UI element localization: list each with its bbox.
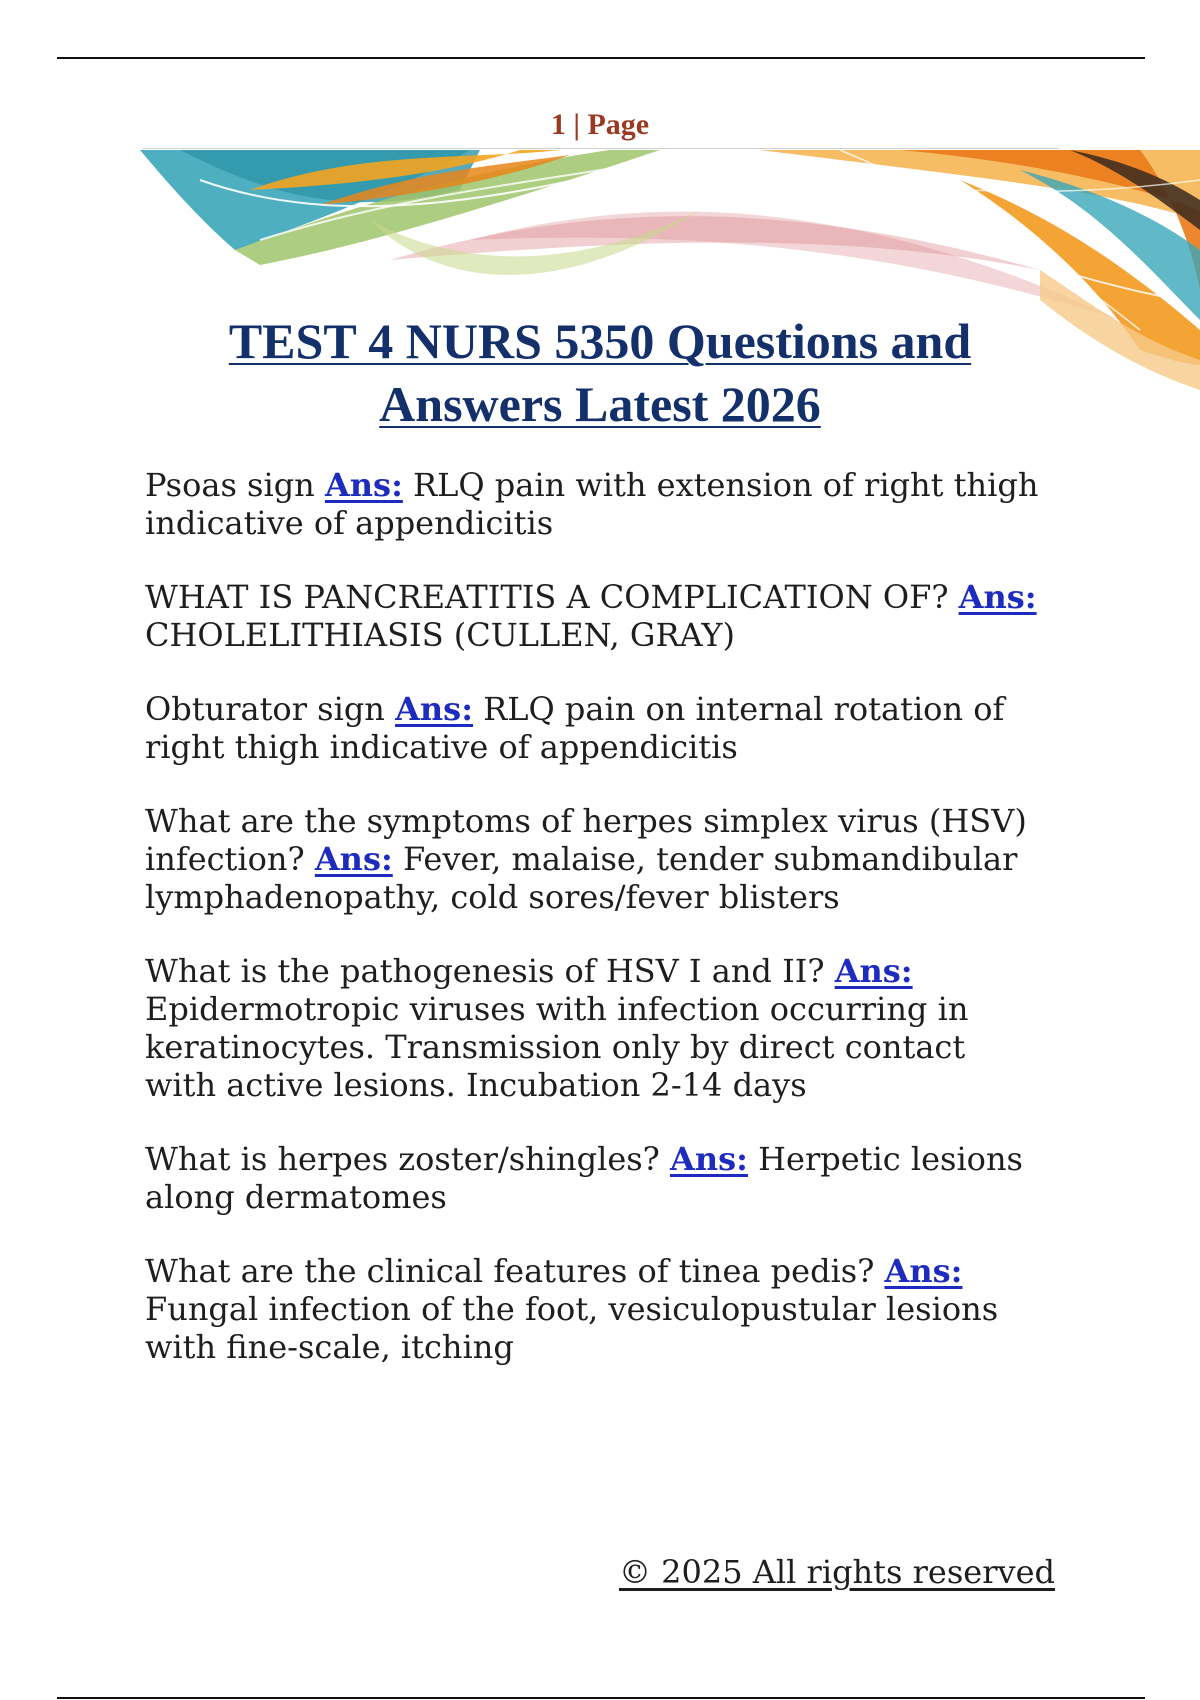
qa-item [145,690,1045,766]
answer-text: Fungal infection of the foot, vesiculopustular lesions with fine-scale, itching [145,1290,999,1366]
answer-label: Ans: [395,690,473,728]
answer-label: Ans: [884,1252,963,1290]
question-text: What are the symptoms of herpes simplex virus (HSV) infection? [145,802,1027,878]
qa-item [145,1140,1045,1216]
top-rule [57,57,1145,59]
answer-text: Herpetic lesions along dermatomes [145,1140,1023,1216]
question-text: Obturator sign [145,690,385,728]
answer-label: Ans: [834,952,913,990]
answer-label: Ans: [670,1140,748,1178]
question-text: What is the pathogenesis of HSV I and II? [145,952,825,990]
question-text: Psoas sign [145,466,315,504]
copyright-footer: © 2025 All rights reserved [619,1553,1055,1591]
answer-label: Ans: [958,578,1037,616]
answer-label: Ans: [314,840,393,878]
answer-text: RLQ pain on internal rotation of right thigh indicative of appendicitis [145,690,1005,766]
qa-item [145,1252,1045,1366]
answer-text: CHOLELITHIASIS (CULLEN, GRAY) [145,616,735,654]
answer-text: RLQ pain with extension of right thigh indicative of appendicitis [145,466,1039,542]
header-divider [143,148,1059,149]
qa-item [145,466,1045,542]
question-text: What are the clinical features of tinea pedis? [145,1252,875,1290]
qa-item [145,578,1045,654]
page-number-header: 1 | Page [550,108,650,141]
document-title: TEST 4 NURS 5350 Questions and Answers Latest 2026 [228,313,972,432]
question-text: What is herpes zoster/shingles? [145,1140,660,1178]
question-text: WHAT IS PANCREATITIS A COMPLICATION OF? [145,578,949,616]
bottom-rule [57,1697,1145,1699]
answer-label: Ans: [324,466,403,504]
answer-text: Fever, malaise, tender submandibular lymphadenopathy, cold sores/fever blisters [145,840,1018,916]
qa-list [145,466,1045,1402]
qa-item [145,802,1045,916]
answer-text: Epidermotropic viruses with infection occurring in keratinocytes. Transmission only by direct contact with active lesions. Incubation 2-14 days [145,990,969,1104]
qa-item [145,952,1045,1104]
